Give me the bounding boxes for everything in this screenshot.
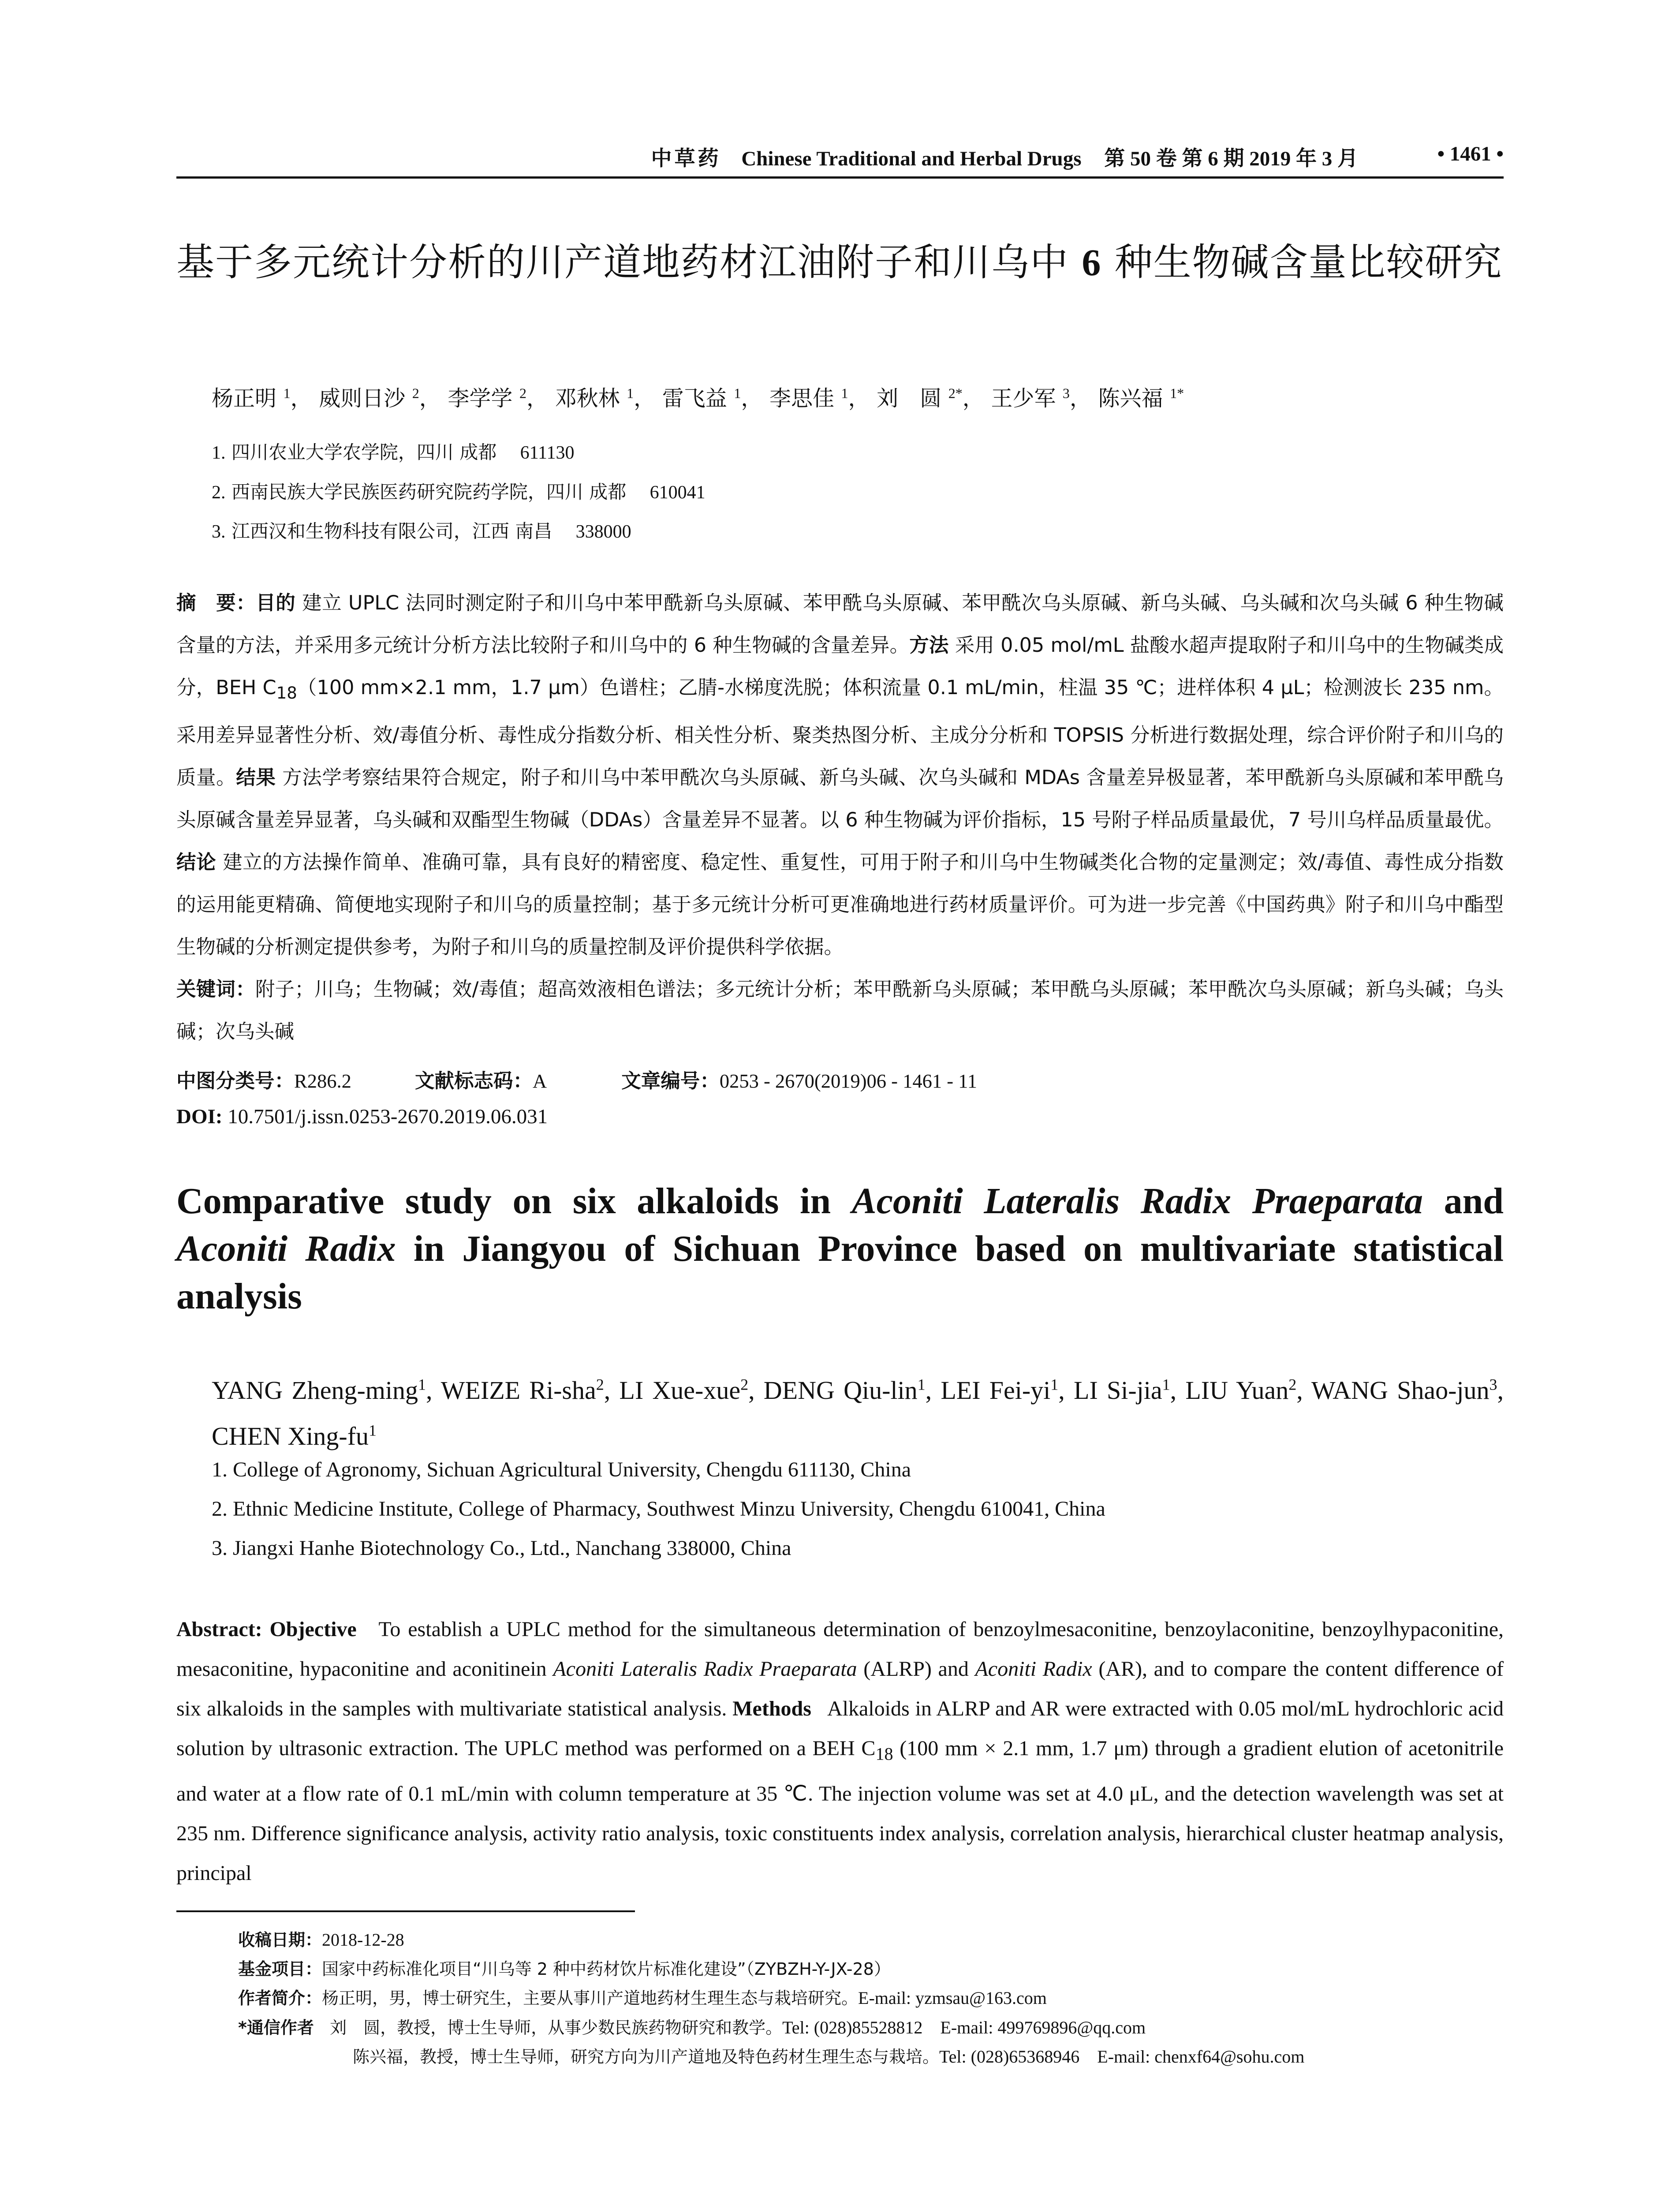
abstract-cn-label: 摘 要： — [176, 592, 256, 614]
footnote-corresponding-2: 陈兴福，教授，博士生导师，研究方向为川产道地及特色药材生理生态与栽培。Tel: (028)65368946 E-mail: chenxf64@sohu.com — [353, 2047, 1305, 2067]
keywords-text: 附子；川乌；生物碱；效/毒值；超高效液相色谱法；多元统计分析；苯甲酰新乌头原碱；苯甲酰乌头原碱；苯甲酰次乌头原碱；新乌头碱；乌头碱；次乌头碱 — [176, 978, 1504, 1043]
methods-en-label: Methods — [732, 1697, 811, 1720]
author-en: CHEN Xing-$fu^1$ — [212, 1421, 377, 1450]
affiliation-cn-1: 1. 四川农业大学农学院，四川 成都 611130 — [212, 441, 575, 463]
affiliation-cn-3: 3. 江西汉和生物科技有限公司，江西 南昌 338000 — [212, 520, 631, 542]
title-en: Comparative study on six alkaloids in Aconiti Lateralis Radix Praeparata and Aconiti Radix in Jiangyou of Sichuan Province based on multivariate statistical analysis — [176, 1181, 1504, 1317]
author-cn: 李学学 $^2$， — [448, 385, 548, 411]
author-en: WANG Shao-jun$^3$, — [1311, 1376, 1504, 1405]
author-en: LEI Fei-$yi^1$, — [941, 1376, 1074, 1405]
objective-text: 建立 UPLC 法同时测定附子和川乌中苯甲酰新乌头原碱、苯甲酰乌头原碱、苯甲酰次乌头原碱、新乌头碱、乌头碱和次乌头碱 6 种生物碱含量的方法，并采用多元统计分析方法比较附子和川乌中的 6 种生物碱的含量差异。 — [176, 592, 1504, 657]
author-en: LI Si-jia$^1$, — [1074, 1376, 1186, 1405]
author-cn: 刘 圆 $^{2*}$， — [877, 385, 984, 411]
abstract-en: Abstract: Objective To establish a UPLC method for the simultaneous determination of benzoylmesaconitine, benzoylaconitine, benzoylhypaconitine, mesaconitine, hypaconitine and aconitinein Aconiti Lateralis Radix Praeparata (ALRP) and Aconiti Radix (AR), and to compare the content difference of six alkaloids in the samples with multivariate statistical analysis. Methods Alkaloids in ALRP and AR were extracted with 0.05 mol/mL hydrochloric acid solution by ultrasonic extraction. The UPLC method was performed on a BEH $C_{18}$ (100 mm × 2.1 mm, 1.7 μm) through a gradient elution of acetonitrile and water at a flow rate of 0.1 mL/min with column temperature at 35 ℃. The injection volume was set at 4.0 μL, and the detection wavelength was set at 235 nm. Difference significance analysis, activity ratio analysis, toxic constituents index analysis, correlation analysis, hierarchical cluster heatmap analysis, principal — [176, 1618, 1504, 1885]
author-en: LI Xue-xue$^2$, — [619, 1376, 764, 1405]
conclusion-label: 结论 — [176, 851, 217, 874]
header-rule — [176, 176, 1504, 179]
objective-label: 目的 — [256, 592, 296, 614]
doi-line: DOI: 10.7501/j.issn.0253-2670.2019.06.031 — [176, 1105, 548, 1128]
footnote-received: 收稿日期：2018-12-28 — [238, 1930, 404, 1950]
running-header — [176, 140, 1504, 176]
journal-name-cn: 中草药 — [651, 146, 721, 171]
keywords-label: 关键词： — [176, 978, 255, 1001]
results-text: 方法学考察结果符合规定，附子和川乌中苯甲酰次乌头原碱、新乌头碱、次乌头碱和 MDAs 含量差异极显著，苯甲酰新乌头原碱和苯甲酰乌头原碱含量差异显著，乌头碱和双酯型生物碱（DDAs）含量差异不显著。以 6 种生物碱为评价指标，15 号附子样品质量最优，7 号川乌样品质量最优。 — [176, 766, 1504, 831]
title-cn-number: 6 — [1082, 241, 1102, 284]
affiliation-en-2: 2. Ethnic Medicine Institute, College of Pharmacy, Southwest Minzu University, Chengdu 610041, China — [212, 1497, 1105, 1521]
journal-line — [651, 142, 1358, 172]
methods-label: 方法 — [909, 634, 949, 657]
footnote-rule — [176, 1910, 635, 1912]
author-en: YANG Zheng-ming$^1$, — [212, 1376, 441, 1405]
conclusion-text: 建立的方法操作简单、准确可靠，具有良好的精密度、稳定性、重复性，可用于附子和川乌中生物碱类化合物的定量测定；效/毒值、毒性成分指数的运用能更精确、简便地实现附子和川乌的质量控制；基于多元统计分析可更准确地进行药材质量评价。可为进一步完善《中国药典》附子和川乌中酯型生物碱的分析测定提供参考，为附子和川乌的质量控制及评价提供科学依据。 — [176, 851, 1504, 958]
author-cn: 威则日沙 $^2$， — [319, 385, 441, 411]
abstract-en-label: Abstract: Objective — [176, 1618, 357, 1641]
author-cn: 雷飞益 $^1$， — [662, 385, 763, 411]
title-cn-part2: 种生物碱含量比较研究 — [1114, 240, 1503, 284]
title-cn-part1: 基于多元统计分析的川产道地药材江油附子和川乌中 — [176, 240, 1069, 284]
author-cn: 李思佳 $^1$， — [769, 385, 870, 411]
author-cn: 邓秋林 $^1$， — [555, 385, 656, 411]
affiliation-en-3: 3. Jiangxi Hanhe Biotechnology Co., Ltd., Nanchang 338000, China — [212, 1536, 791, 1560]
results-label: 结果 — [236, 766, 276, 789]
footnote-fund: 基金项目：国家中药标准化项目“川乌等 2 种中药材饮片标准化建设”（ZYBZH-Y-JX-28） — [238, 1959, 891, 1979]
footnote-author: 作者简介：杨正明，男，博士研究生，主要从事川产道地药材生理生态与栽培研究。E-mail: yzmsau@163.com — [238, 1988, 1047, 2008]
methods-text: 采用 0.05 mol/mL 盐酸水超声提取附子和川乌中的生物碱类成分，BEH C — [176, 634, 1504, 699]
journal-name-en: Chinese Traditional and Herbal Drugs — [741, 147, 1082, 170]
title-cn — [176, 236, 1504, 289]
author-en: LIU Yuan$^2$, — [1185, 1376, 1311, 1405]
abstract-cn: 摘 要：目的 建立 UPLC 法同时测定附子和川乌中苯甲酰新乌头原碱、苯甲酰乌头原碱、苯甲酰次乌头原碱、新乌头碱、乌头碱和次乌头碱 6 种生物碱含量的方法，并采用多元统计分析方法比较附子和川乌中的 6 种生物碱的含量差异。方法 采用 0.05 mol/mL 盐酸水超声提取附子和川乌中的生物碱类成分，BEH $C_{18}(100$ mm×2.1 mm，1.7 μm）色谱柱；乙腈-水梯度洗脱；体积流量 0.1 mL/min，柱温 35 ℃；进样体积 4 μL；检测波长 235 nm。采用差异显著性分析、效/毒值分析、毒性成分指数分析、相关性分析、聚类热图分析、主成分分析和 TOPSIS 分析进行数据处理，综合评价附子和川乌的质量。结果 方法学考察结果符合规定，附子和川乌中苯甲酰次乌头原碱、新乌头碱、次乌头碱和 MDAs 含量差异极显著，苯甲酰新乌头原碱和苯甲酰乌头原碱含量差异显著，乌头碱和双酯型生物碱（DDAs）含量差异不显著。以 6 种生物碱为评价指标，15 号附子样品质量最优，7 号川乌样品质量最优。结论 建立的方法操作简单、准确可靠，具有良好的精密度、稳定性、重复性，可用于附子和川乌中生物碱类化合物的定量测定；效/毒值、毒性成分指数的运用能更精确、简便地实现附子和川乌的质量控制；基于多元统计分析可更准确地进行药材质量评价。可为进一步完善《中国药典》附子和川乌中酯型生物碱的分析测定提供参考，为附子和川乌的质量控制及评价提供科学依据。 关键词：附子；川乌；生物碱；效/毒值；超高效液相色谱法；多元统计分析；苯甲酰新乌头原碱；苯甲酰乌头原碱；苯甲酰次乌头原碱；新乌头碱；乌头碱；次乌头碱 — [176, 592, 1504, 1043]
author-cn: 杨正明 $^1$， — [212, 385, 312, 411]
journal-issue: 第 50 卷 第 6 期 2019 年 3 月 — [1104, 147, 1358, 170]
affiliation-en-1: 1. College of Agronomy, Sichuan Agricultural University, Chengdu 611130, China — [212, 1458, 911, 1481]
author-en: WEIZE Ri-sha$^2$, — [441, 1376, 620, 1405]
affiliation-cn-2: 2. 西南民族大学民族医药研究院药学院，四川 成都 610041 — [212, 481, 706, 503]
author-cn: 王少军 $^3$， — [991, 385, 1091, 411]
footnote-corresponding-1: *通信作者 刘 圆，教授，博士生导师，从事少数民族药物研究和教学。Tel: (028)85528812 E-mail: 499769896@qq.com — [238, 2018, 1146, 2037]
author-cn: 陈兴福 $^{1*}$ — [1098, 385, 1184, 411]
author-en: DENG Qiu-lin$^1$, — [763, 1376, 941, 1405]
classification-line: 中图分类号：R286.2 文献标志码：A 文章编号：0253 - 2670(2019)06 - 1461 - 11 — [176, 1070, 978, 1092]
authors-en — [212, 1365, 1504, 1456]
authors-cn — [212, 381, 1184, 412]
page-number: • 1461 • — [1437, 142, 1504, 165]
